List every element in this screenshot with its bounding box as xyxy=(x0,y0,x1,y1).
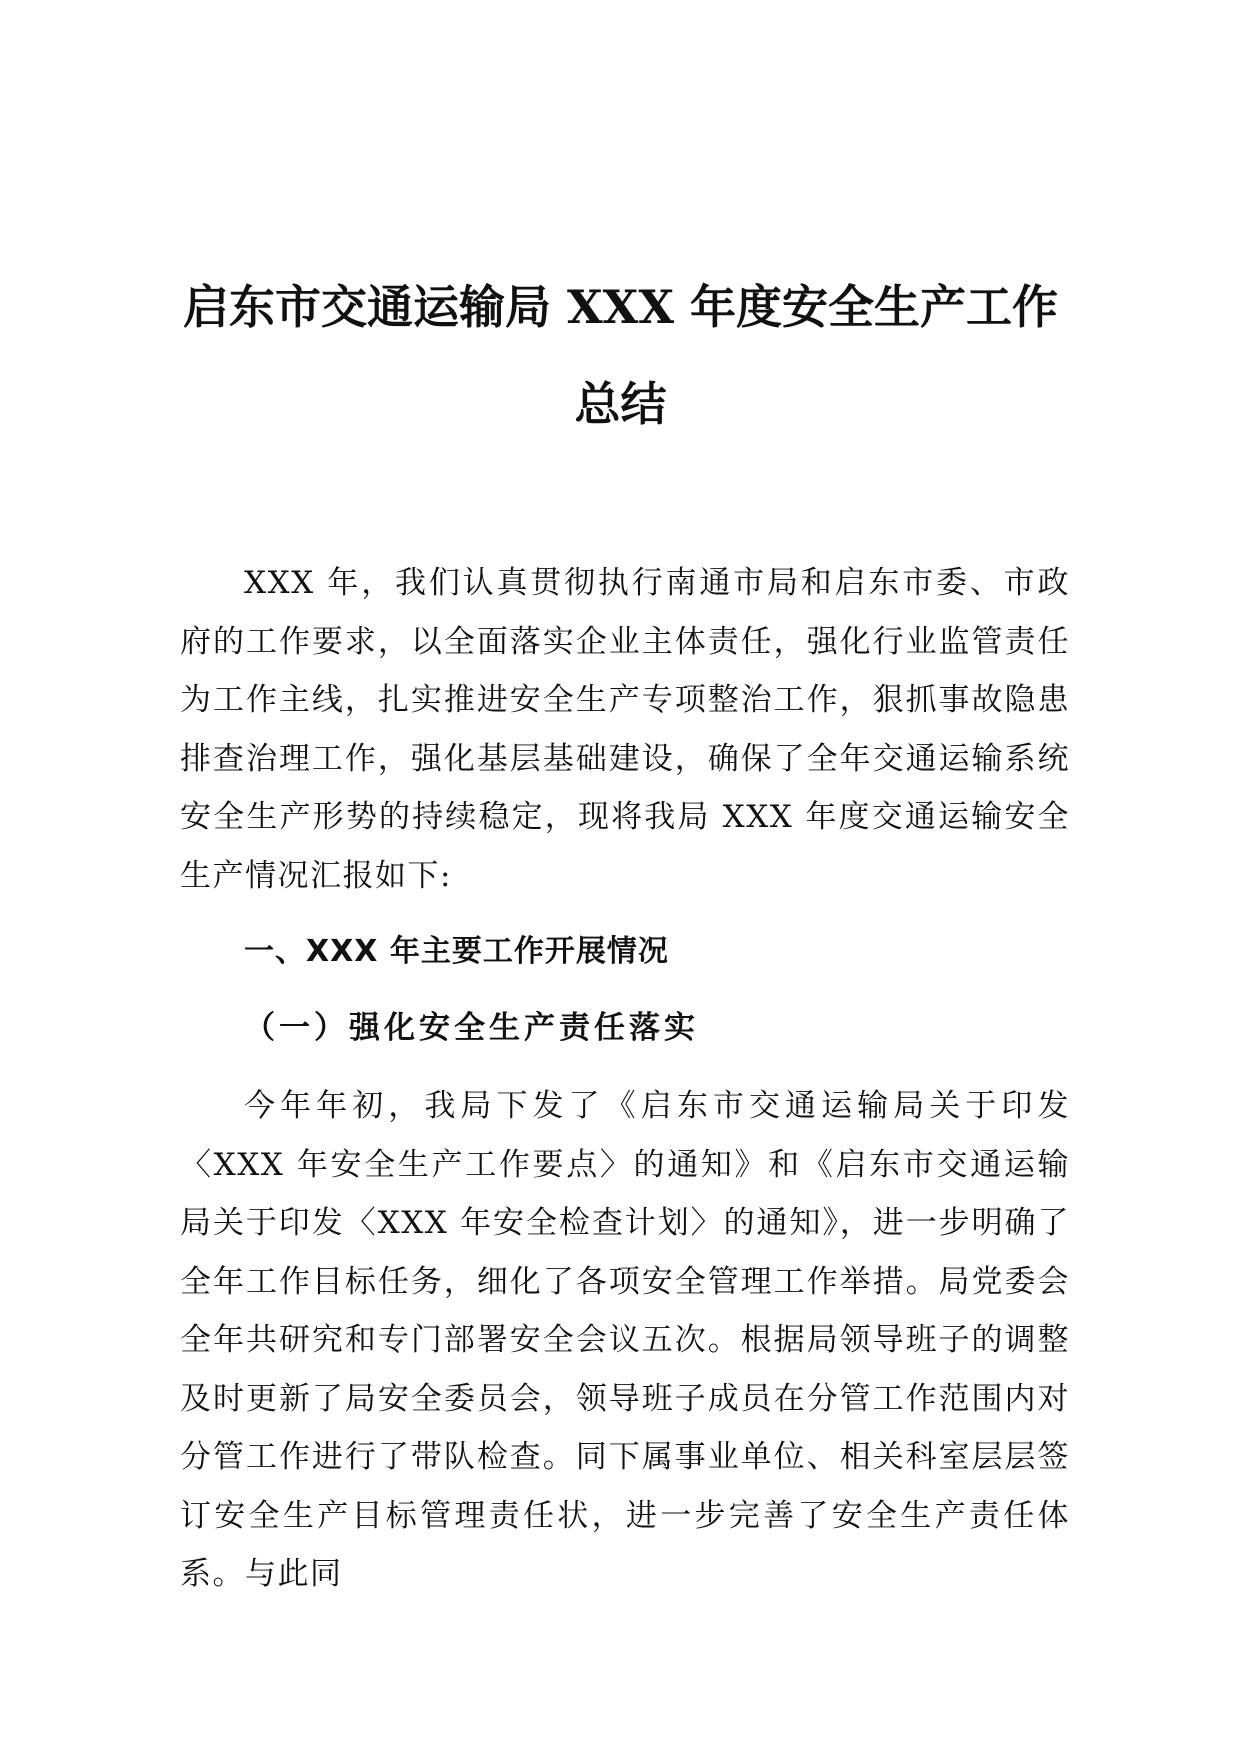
document-title-line-2: 总结 xyxy=(574,377,667,431)
document-title-line-1: 启东市交通运输局 XXX 年度安全生产工作 xyxy=(182,280,1059,334)
subsection-paragraph: 今年年初，我局下发了《启东市交通运输局关于印发〈XXX 年安全生产工作要点〉的通知》和《启东市交通运输局关于印发〈XXX 年安全检查计划〉的通知》，进一步明确了全年工作目标任务，细化了各项安全管理工作举措。局党委会全年共研究和专门部署安全会议五次。根据局领导班子的调整及时更新了局安全委员会，领导班子成员在分管工作范围内对分管工作进行了带队检查。同下属事业单位、相关科室层层签订安全生产目标管理责任状，进一步完善了安全生产责任体系。与此同 xyxy=(180,1088,1070,1592)
section-heading: 一、XXX 年主要工作开展情况 xyxy=(244,934,669,969)
intro-paragraph: XXX 年，我们认真贯彻执行南通市局和启东市委、市政府的工作要求，以全面落实企业主体责任，强化行业监管责任为工作主线，扎实推进安全生产专项整治工作，狠抓事故隐患排查治理工作，强化基层基础建设，确保了全年交通运输系统安全生产形势的持续稳定，现将我局 XXX 年度交通运输安全生产情况汇报如下: xyxy=(180,565,1070,894)
subsection-heading: （一）强化安全生产责任落实 xyxy=(244,1010,699,1046)
